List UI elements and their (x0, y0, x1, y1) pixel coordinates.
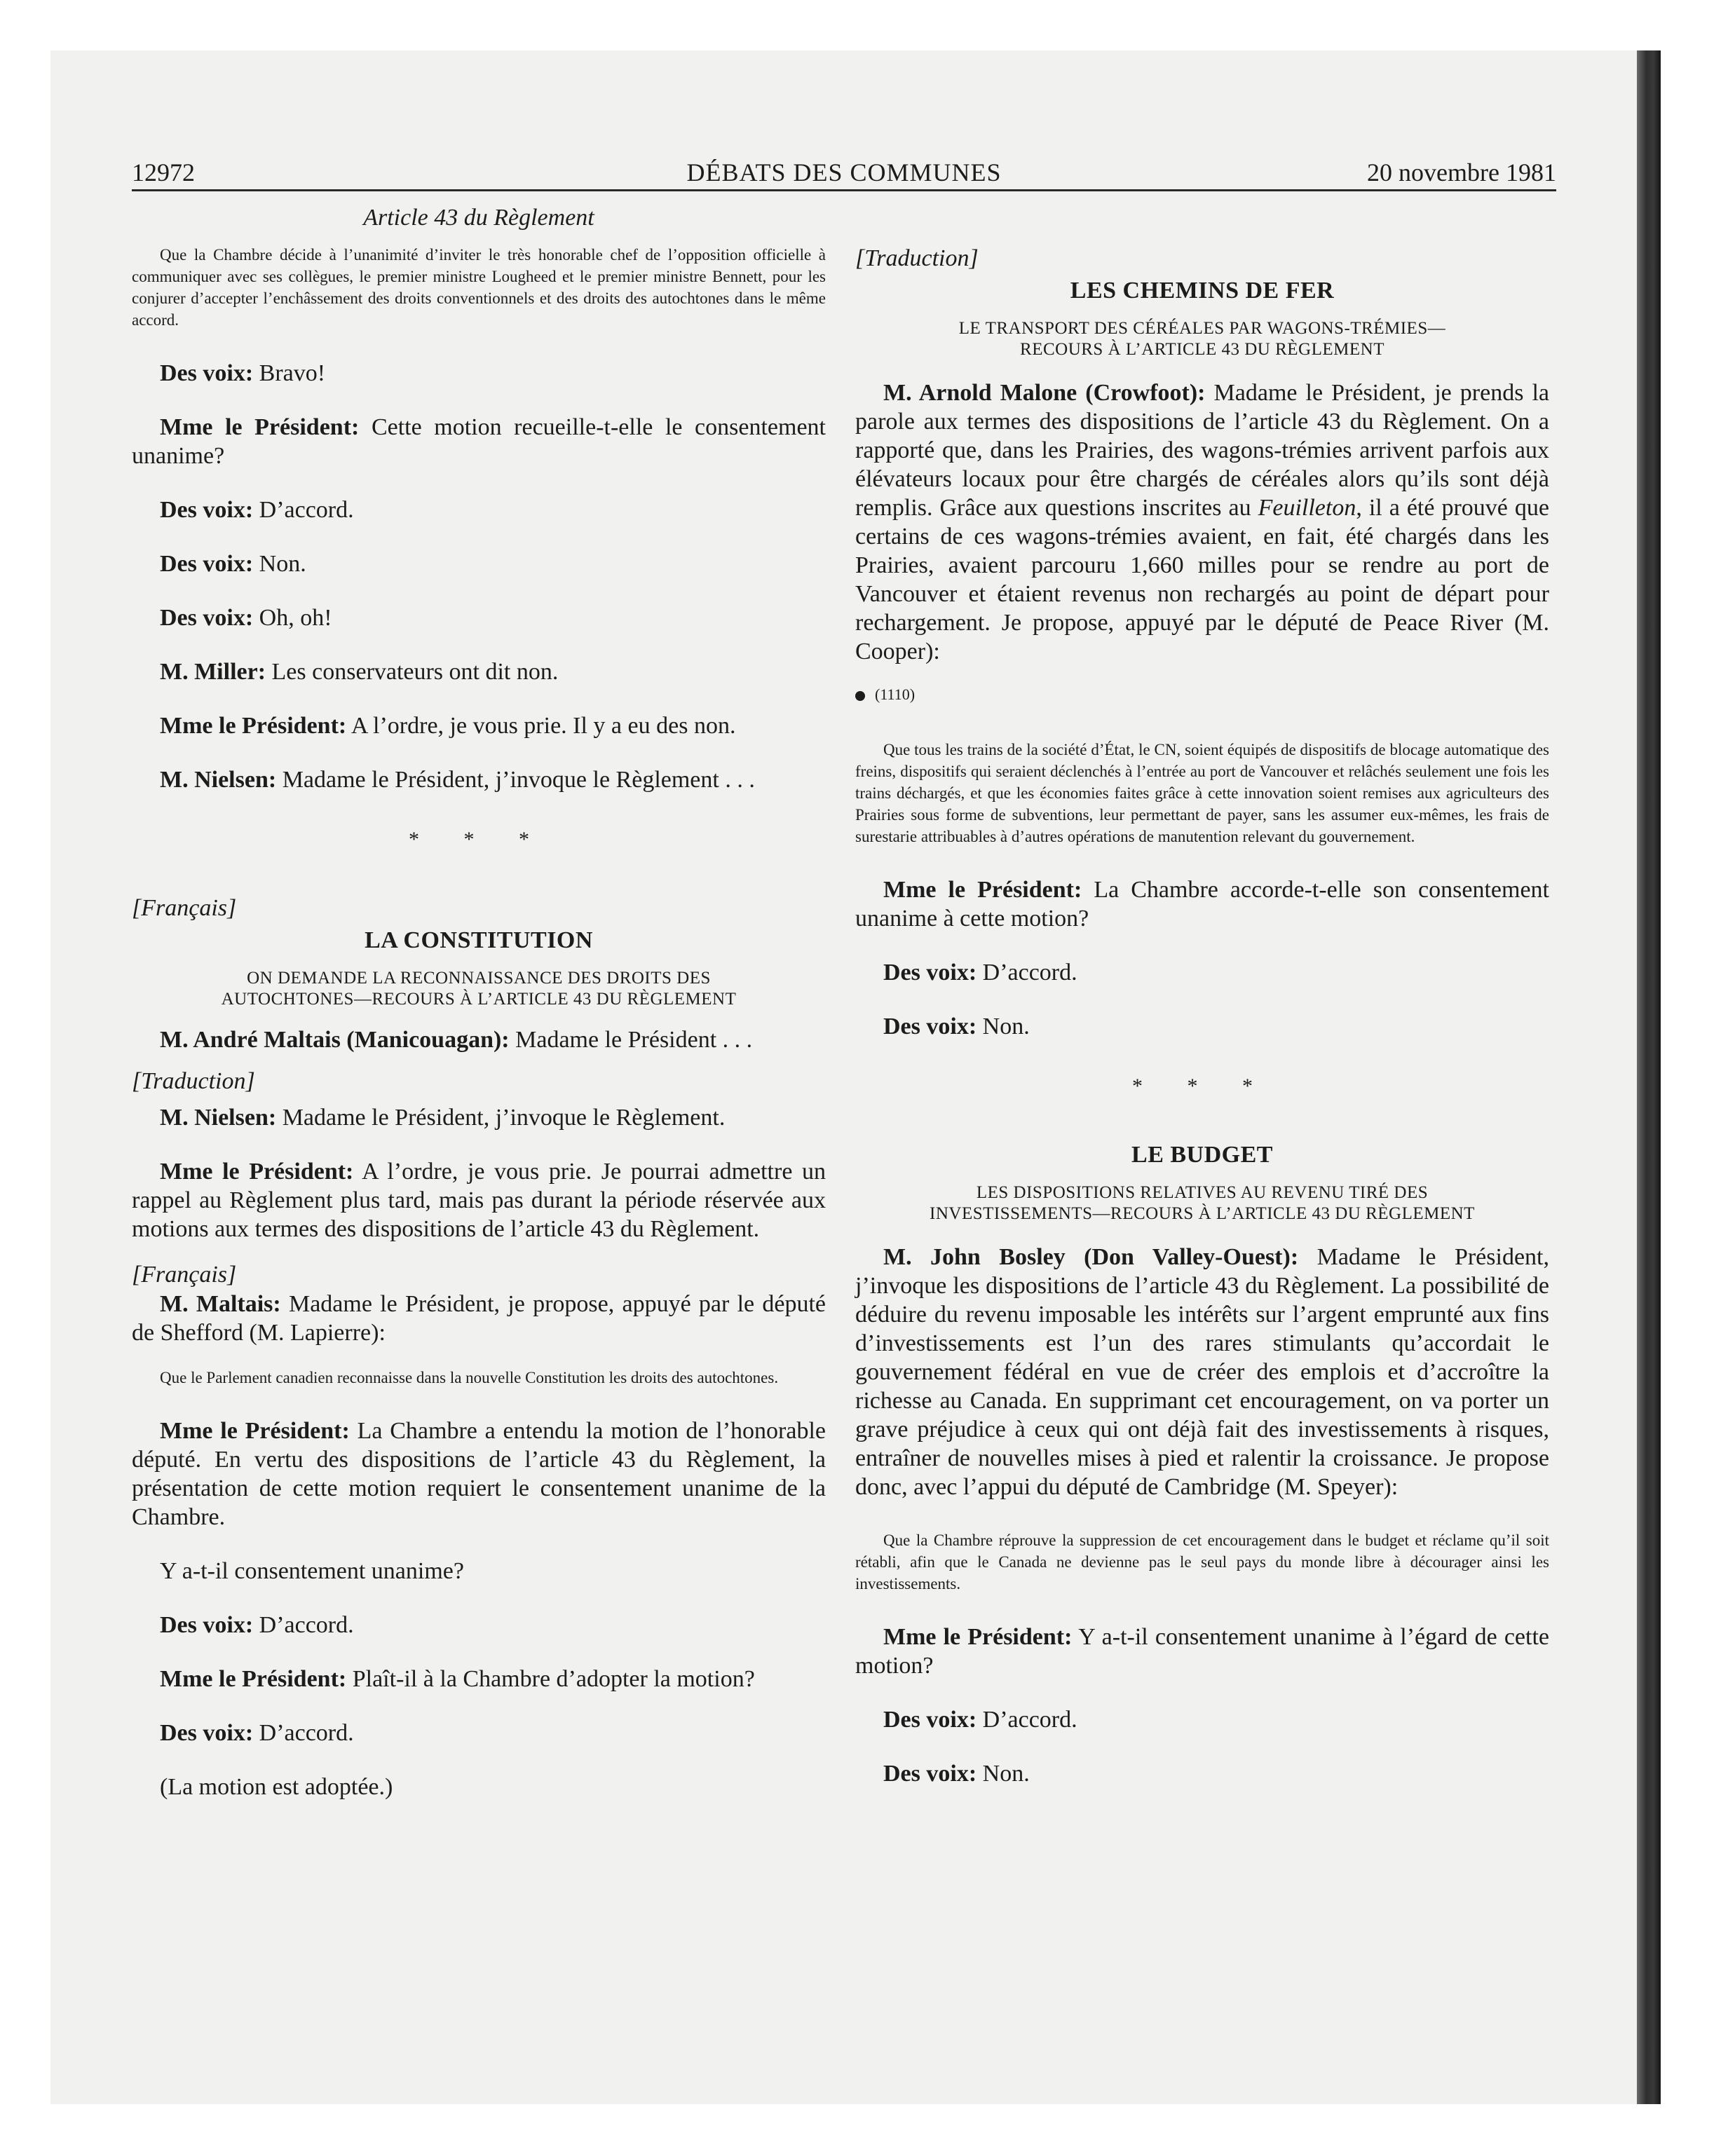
speaker-name: M. André Maltais (Manicouagan): (160, 1027, 510, 1053)
speaker-name: Des voix: (160, 551, 254, 577)
exchange-block (132, 1417, 826, 1801)
section-heading: LES CHEMINS DE FER (1070, 278, 1335, 303)
speech-text: Cette motion recueille-t-elle le consentement unanime? (132, 414, 826, 469)
speech-text: D’accord. (977, 1707, 1077, 1733)
speech-text: , il a été prouvé que certains de ces wagons-trémies avaient, en fait, été chargés dans les Prairies, avaient parcouru 1,660 milles pour se rendre au port de Vancouver et étaient revenus non rechargés au point de départ pour rechargement. Je propose, appuyé par le député de Peace River (M. Cooper): (855, 495, 1549, 664)
speech-paragraph (855, 1243, 1549, 1501)
speech-paragraph (855, 378, 1549, 666)
speech-paragraph (132, 1773, 826, 1801)
speech-text: Y a-t-il consentement unanime? (160, 1558, 464, 1584)
speaker-name: Mme le Président: (160, 414, 360, 440)
speaker-name: Des voix: (160, 497, 254, 523)
speech-paragraph (132, 1719, 826, 1747)
motion-title: Article 43 du Règlement (363, 205, 594, 231)
section-subheading-line: LES DISPOSITIONS RELATIVES AU REVENU TIRÉ DES (976, 1183, 1429, 1202)
speech-text: La Chambre a entendu la motion de l’honorable député. En vertu des dispositions de l’article 43 du Règlement, la présentation de cette motion requiert le consentement unanime de la Chambre. (132, 1418, 826, 1530)
exchange-block (132, 359, 826, 794)
exchange-block (855, 875, 1549, 1041)
publication-title: DÉBATS DES COMMUNES (686, 158, 1002, 186)
speech-text: Oh, oh! (253, 605, 332, 631)
speaker-name: Des voix: (160, 360, 254, 386)
speech-text: A l’ordre, je vous prie. Il y a eu des non. (346, 713, 736, 739)
speech-paragraph (132, 1025, 826, 1054)
speech-paragraph (132, 1157, 826, 1243)
speech-paragraph (855, 1705, 1549, 1734)
speaker-name: Des voix: (883, 1707, 977, 1733)
language-tag: [Traduction] (855, 245, 979, 271)
speech-paragraph (132, 1665, 826, 1693)
speech-text: D’accord. (253, 1720, 354, 1746)
speech-paragraph (132, 603, 826, 632)
motion-text: Que la Chambre décide à l’unanimité d’inviter le très honorable chef de l’opposition officielle à communiquer avec ses collègues, le premier ministre Lougheed et le premier ministre Bennett, pour les conjurer d’accepter l’enchâssement des droits conventionnels et des droits des autochtones dans le même accord. (132, 246, 826, 329)
speaker-name: Mme le Président: (160, 713, 347, 739)
speech-paragraph (132, 1417, 826, 1531)
speaker-name: Des voix: (160, 1720, 254, 1746)
speech-text: Bravo! (253, 360, 326, 386)
speech-text: Madame le Président, je propose, appuyé par le député de Shefford (M. Lapierre): (132, 1291, 826, 1346)
speech-paragraph (132, 1557, 826, 1585)
speaker-name: Mme le Président: (883, 877, 1082, 903)
speech-text: Y a-t-il consentement unanime à l’égard de cette motion? (855, 1624, 1549, 1679)
bullet-icon (855, 691, 865, 701)
section-subheading-line: ON DEMANDE LA RECONNAISSANCE DES DROITS DES (247, 969, 711, 988)
section-heading: LA CONSTITUTION (365, 927, 593, 953)
speech-text: D’accord. (977, 960, 1077, 985)
left-column (132, 203, 826, 1801)
speaker-name: Des voix: (160, 605, 254, 631)
speech-paragraph (132, 1103, 826, 1132)
speaker-name: Des voix: (160, 1612, 254, 1638)
speech-text: A l’ordre, je vous prie. Je pourrai admettre un rappel au Règlement plus tard, mais pas durant la période réservée aux motions aux termes des dispositions de l’article 43 du Règlement. (132, 1159, 826, 1242)
speech-paragraph (132, 657, 826, 686)
speaker-name: Des voix: (883, 1014, 977, 1039)
speech-paragraph (855, 958, 1549, 987)
speech-paragraph (132, 711, 826, 740)
speech-paragraph (855, 1759, 1549, 1788)
section-heading: LE BUDGET (1131, 1142, 1273, 1168)
speech-text: D’accord. (253, 497, 354, 523)
speech-paragraph (855, 1623, 1549, 1680)
language-tag: [Français] (132, 895, 237, 921)
speech-text: Non. (253, 551, 306, 577)
speech-text: Les conservateurs ont dit non. (266, 659, 559, 685)
exchange-block (855, 1623, 1549, 1788)
speech-paragraph (132, 550, 826, 578)
page-number: 12972 (132, 158, 195, 186)
speaker-name: M. Arnold Malone (Crowfoot): (883, 380, 1206, 406)
section-subheading-line: AUTOCHTONES—RECOURS À L’ARTICLE 43 DU RÈGLEMENT (221, 990, 737, 1009)
time-marker (855, 685, 1549, 704)
speaker-name: M. Miller: (160, 659, 266, 685)
speech-text: D’accord. (253, 1612, 354, 1638)
speech-text: Non. (977, 1761, 1030, 1787)
language-tag: [Français] (132, 1262, 237, 1288)
publication-date: 20 novembre 1981 (1367, 158, 1556, 186)
speaker-name: M. John Bosley (Don Valley-Ouest): (883, 1244, 1299, 1270)
section-separator: * * * (1132, 1074, 1272, 1098)
speaker-name: M. Maltais: (160, 1291, 281, 1317)
speaker-name: Mme le Président: (160, 1418, 350, 1444)
section-separator: * * * (409, 828, 549, 851)
section-subheading-line: RECOURS À L’ARTICLE 43 DU RÈGLEMENT (1020, 340, 1384, 359)
speech-text: Plaît-il à la Chambre d’adopter la motion? (346, 1666, 755, 1692)
speech-text: Madame le Président, j’invoque le Règlement. (276, 1105, 726, 1131)
speaker-name: Des voix: (883, 960, 977, 985)
speech-paragraph (132, 359, 826, 388)
speech-paragraph (132, 496, 826, 524)
speech-text: La Chambre accorde-t-elle son consentement unanime à cette motion? (855, 877, 1549, 932)
speech-paragraph (855, 1012, 1549, 1041)
speech-paragraph (132, 413, 826, 470)
speech-text: Madame le Président, je prends la parole aux termes des dispositions de l’article 43 du Règlement. On a rapporté que, dans les Prairies, des wagons-trémies arrivent parfois aux élévateurs locaux pour être chargés de céréales alors qu’ils sont déjà remplis. Grâce aux questions inscrites au (855, 380, 1550, 521)
time-marker-text: (1110) (875, 685, 916, 703)
speech-text: Madame le Président, j’invoque les dispositions de l’article 43 du Règlement. La possibilité de déduire du revenu imposable les intérêts sur l’argent emprunté aux fins d’investissements est l’un des rares stimulants qu’accordait le gouvernement fédéral en vue de créer des emplois et d’accroître la richesse au Canada. En supprimant cet encouragement, on va porter un grave préjudice à ceux qui ont déjà fait des investissements à risques, entraîner de nouvelles mises à pied et ralentir la croissance. Je propose donc, avec l’appui du député de Cambridge (M. Speyer): (855, 1244, 1549, 1500)
speech-text: Madame le Président, j’invoque le Règlement . . . (276, 767, 755, 793)
speaker-name: Mme le Président: (883, 1624, 1073, 1650)
speech-paragraph (132, 1290, 826, 1347)
speaker-name: Des voix: (883, 1761, 977, 1787)
speech-text: Non. (977, 1014, 1030, 1039)
speech-paragraph (132, 765, 826, 794)
right-column (855, 244, 1549, 1788)
speaker-name: Mme le Président: (160, 1666, 347, 1692)
speaker-name: M. Nielsen: (160, 1105, 277, 1131)
motion-text: Que la Chambre réprouve la suppression de cet encouragement dans le budget et réclame qu’il soit rétabli, afin que le Canada ne devienne pas le seul pays du monde libre à décourager ainsi les investissements. (855, 1531, 1549, 1592)
speaker-name: M. Nielsen: (160, 767, 277, 793)
motion-text: Que tous les trains de la société d’État, le CN, soient équipés de dispositifs de blocage automatique des freins, dispositifs qui seraient déclenchés à l’entrée au port de Vancouver et relâchés seulement une fois les trains déchargés, et que les économies faites grâce à cette innovation soient remises aux agriculteurs des Prairies sous forme de subventions, leur permettant de payer, sans les assumer eux-mêmes, les frais de surestarie attribuables à d’autres opérations de manutention relevant du gouvernement. (855, 741, 1549, 845)
speech-text: (La motion est adoptée.) (160, 1774, 393, 1800)
speech-paragraph (132, 1611, 826, 1639)
speech-text: Madame le Président . . . (509, 1027, 753, 1053)
language-tag: [Traduction] (132, 1068, 255, 1094)
exchange-block (132, 1103, 826, 1243)
speech-paragraph (855, 875, 1549, 933)
speech-text-italic: Feuilleton (1258, 495, 1356, 521)
page-edge-shadow (1637, 50, 1661, 2104)
motion-text: Que le Parlement canadien reconnaisse dans la nouvelle Constitution les droits des autochtones. (160, 1369, 779, 1386)
running-header (132, 156, 1556, 191)
section-subheading-line: LE TRANSPORT DES CÉRÉALES PAR WAGONS-TRÉMIES— (958, 319, 1446, 338)
speaker-name: Mme le Président: (160, 1159, 354, 1185)
section-subheading-line: INVESTISSEMENTS—RECOURS À L’ARTICLE 43 DU RÈGLEMENT (930, 1204, 1475, 1223)
